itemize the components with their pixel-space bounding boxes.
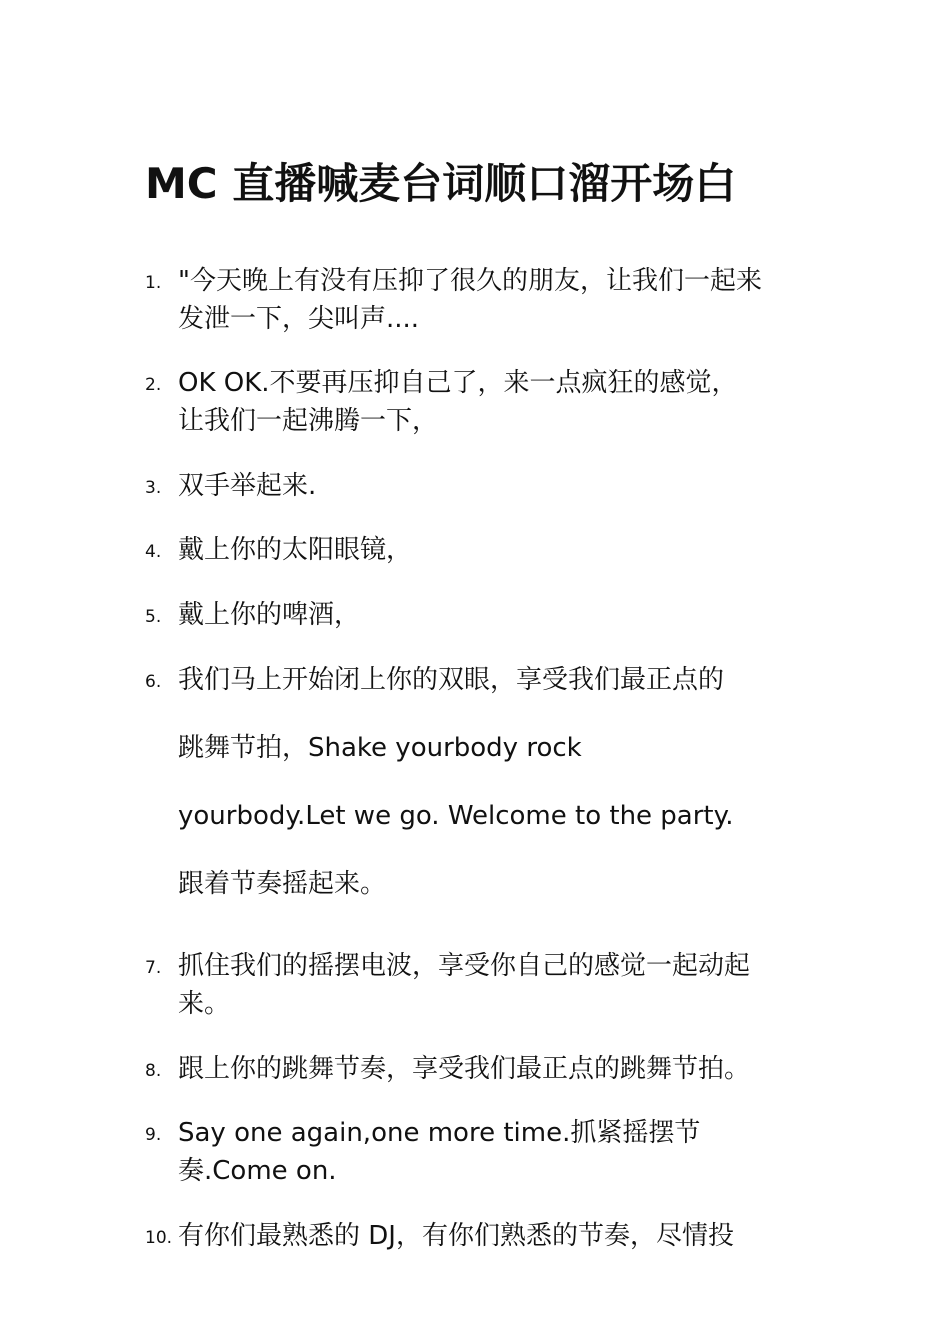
list-item-number: 1. bbox=[145, 273, 162, 293]
list-item-text bbox=[178, 1050, 828, 1088]
list-item-line: 戴上你的啤酒， bbox=[178, 600, 361, 630]
list-item-line: yourbody.Let we go. Welcome to the party. bbox=[178, 801, 734, 831]
list-item-line: 发泄一下，尖叫声.... bbox=[178, 304, 420, 334]
list-item-line: 奏.Come on. bbox=[178, 1156, 337, 1186]
page-title: MC 直播喊麦台词顺口溜开场白 bbox=[145, 159, 737, 208]
list-item-text bbox=[178, 467, 828, 505]
list-item-line: 戴上你的太阳眼镜， bbox=[178, 535, 413, 565]
list-item-line: OK OK.不要再压抑自己了，来一点疯狂的感觉， bbox=[178, 368, 738, 398]
list-item-line: 跟上你的跳舞节奏，享受我们最正点的跳舞节拍。 bbox=[178, 1054, 751, 1084]
list-item-line: 跟着节奏摇起来。 bbox=[178, 869, 387, 899]
list-item-text bbox=[178, 1217, 828, 1255]
list-item-line: 我们马上开始闭上你的双眼，享受我们最正点的 bbox=[178, 665, 725, 695]
list-item-number: 8. bbox=[145, 1061, 162, 1081]
list-item-line: 双手举起来. bbox=[178, 471, 317, 501]
list-item-line: 抓住我们的摇摆电波，享受你自己的感觉一起动起 bbox=[178, 951, 751, 981]
list-item-line: "今天晚上有没有压抑了很久的朋友，让我们一起来 bbox=[178, 266, 762, 296]
list-item-line: 有你们最熟悉的 DJ，有你们熟悉的节奏，尽情投 bbox=[178, 1221, 734, 1251]
list-item-number: 9. bbox=[145, 1125, 162, 1145]
list-item-number: 10. bbox=[145, 1228, 173, 1248]
list-item-number: 7. bbox=[145, 958, 162, 978]
list-item-number: 2. bbox=[145, 375, 162, 395]
list-item-text bbox=[178, 1114, 828, 1190]
list-item-number: 4. bbox=[145, 542, 162, 562]
list-item-text bbox=[178, 596, 828, 634]
list-item-text bbox=[178, 646, 828, 918]
list-item-number: 3. bbox=[145, 478, 162, 498]
list-item-number: 6. bbox=[145, 672, 162, 692]
list-item-text bbox=[178, 364, 828, 440]
list-item-text bbox=[178, 947, 828, 1023]
list-item-text bbox=[178, 531, 828, 569]
list-item-line: 让我们一起沸腾一下， bbox=[178, 406, 439, 436]
list-item-number: 5. bbox=[145, 607, 162, 627]
list-item-text bbox=[178, 262, 828, 338]
list-item-line: 跳舞节拍，Shake yourbody rock bbox=[178, 733, 582, 763]
list-item-line: Say one again,one more time.抓紧摇摆节 bbox=[178, 1118, 701, 1148]
list-item-line: 来。 bbox=[178, 989, 231, 1019]
